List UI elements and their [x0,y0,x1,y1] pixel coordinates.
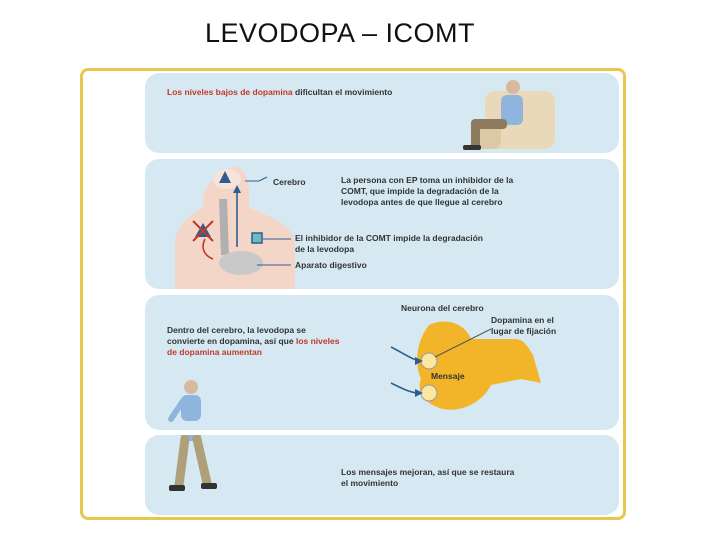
text-person-takes-inhibitor: La persona con EP toma un inhibidor de la COMT, que impide la degradación de la levodopa antes de que llegue al cerebro [341,175,514,207]
seated-shoe [463,145,481,150]
panel1-caption-dark: dificultan el movimiento [292,87,393,97]
label-neuron: Neurona del cerebro [401,303,484,313]
brain-pointer-end [259,177,267,181]
seated-person-illustration [145,73,619,153]
walker-shoe-back [169,485,185,491]
panel-comt-inhibitor [145,159,619,289]
panel1-caption-red: Los niveles bajos de dopamina [167,87,293,97]
stomach [219,251,263,275]
panel-low-dopamine [145,73,619,153]
panel3-caption-red: los niveles de dopamina aumentan [167,336,340,357]
walker-shoe-front [201,483,217,489]
text-movement-restored: Los mensajes mejoran, así que se restaura el movimiento [341,467,515,488]
panel3-caption-dark: Dentro del cerebro, la levodopa se convierte en dopamina, así que [167,325,306,346]
receptor-site-lower [421,385,437,401]
incoming-arrow-lower [391,383,419,393]
walker-head [184,380,198,394]
panel-brain-dopamine [145,295,619,430]
label-digestive: Aparato digestivo [295,260,367,270]
label-brain: Cerebro [273,177,306,187]
label-message: Mensaje [431,371,465,381]
seated-head [506,80,520,94]
receptor-site-upper [421,353,437,369]
label-dopamine-site: Dopamina en el lugar de fijación [491,315,557,336]
walker-leg-front [197,439,207,483]
comt-inhibitor-square [252,233,262,243]
panel-movement-restored [145,435,619,515]
esophagus [223,199,225,255]
infographic-frame [80,68,626,520]
incoming-arrow-upper [391,347,419,361]
slide-title: LEVODOPA – ICOMT [204,18,476,48]
text-inhibitor-blocks: El inhibidor de la COMT impide la degradación de la levodopa [295,233,483,254]
walker-leg-back [179,439,185,485]
